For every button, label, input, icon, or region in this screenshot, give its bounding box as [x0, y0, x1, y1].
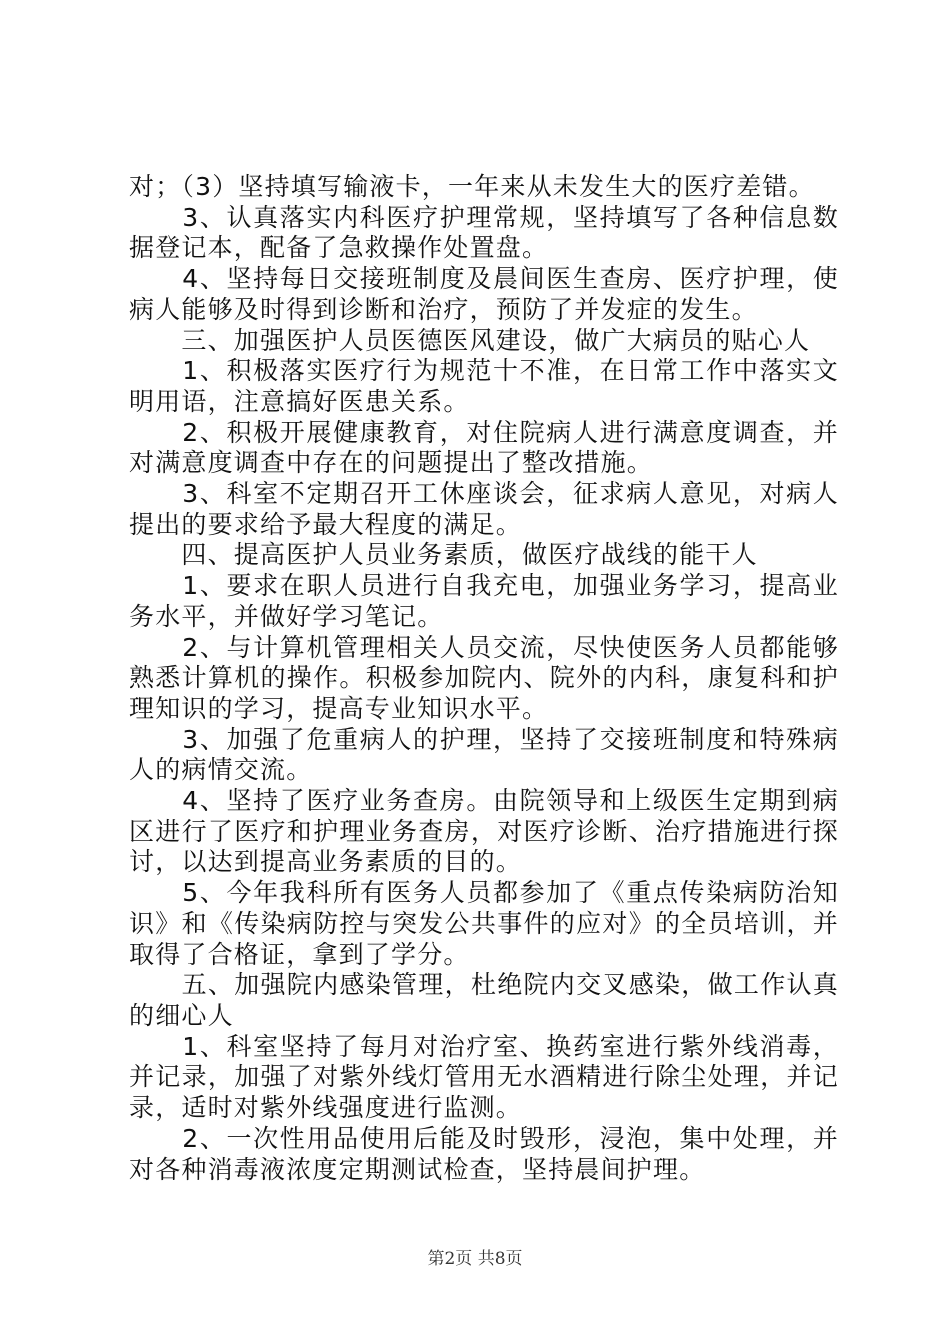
paragraph: 1、科室坚持了每月对治疗室、换药室进行紫外线消毒，并记录，加强了对紫外线灯管用无水酒精进行除尘处理，并记录，适时对紫外线强度进行监测。 — [129, 1031, 839, 1123]
paragraph: 1、积极落实医疗行为规范十不准，在日常工作中落实文明用语，注意搞好医患关系。 — [129, 356, 839, 416]
paragraph: 5、今年我科所有医务人员都参加了《重点传染病防治知识》和《传染病防控与突发公共事件的应对》的全员培训，并取得了合格证，拿到了学分。 — [129, 878, 839, 969]
paragraph: 对；（3）坚持填写输液卡，一年来从未发生大的医疗差错。 — [129, 172, 815, 201]
paragraph: 2、与计算机管理相关人员交流，尽快使医务人员都能够熟悉计算机的操作。积极参加院内、院外的内科，康复科和护理知识的学习，提高专业知识水平。 — [129, 632, 839, 723]
paragraph: 4、坚持每日交接班制度及晨间医生查房、医疗护理，使病人能够及时得到诊断和治疗，预防了并发症的发生。 — [129, 264, 839, 324]
paragraph: 2、一次性用品使用后能及时毁形，浸泡，集中处理，并对各种消毒液浓度定期测试检查，坚持晨间护理。 — [129, 1123, 839, 1184]
paragraph: 3、认真落实内科医疗护理常规，坚持填写了各种信息数据登记本，配备了急救操作处置盘。 — [129, 202, 839, 263]
paragraph: 1、要求在职人员进行自我充电，加强业务学习，提高业务水平，并做好学习笔记。 — [129, 571, 839, 631]
paragraph: 2、积极开展健康教育，对住院病人进行满意度调查，并对满意度调查中存在的问题提出了整改措施。 — [129, 417, 839, 478]
paragraph: 4、坚持了医疗业务查房。由院领导和上级医生定期到病区进行了医疗和护理业务查房，对医疗诊断、治疗措施进行探讨，以达到提高业务素质的目的。 — [129, 786, 839, 877]
paragraph: 3、加强了危重病人的护理，坚持了交接班制度和特殊病人的病情交流。 — [129, 724, 839, 785]
section-heading: 四、提高医护人员业务素质，做医疗战线的能干人 — [129, 540, 758, 570]
section-heading: 五、加强院内感染管理，杜绝院内交叉感染，做工作认真的细心人 — [129, 970, 839, 1030]
section-heading: 三、加强医护人员医德医风建设，做广大病员的贴心人 — [129, 325, 811, 355]
paragraph: 3、科室不定期召开工休座谈会，征求病人意见，对病人提出的要求给予最大程度的满足。 — [129, 479, 839, 539]
document-body — [129, 172, 839, 1185]
page-footer: 第2页 共8页 — [427, 1249, 523, 1269]
